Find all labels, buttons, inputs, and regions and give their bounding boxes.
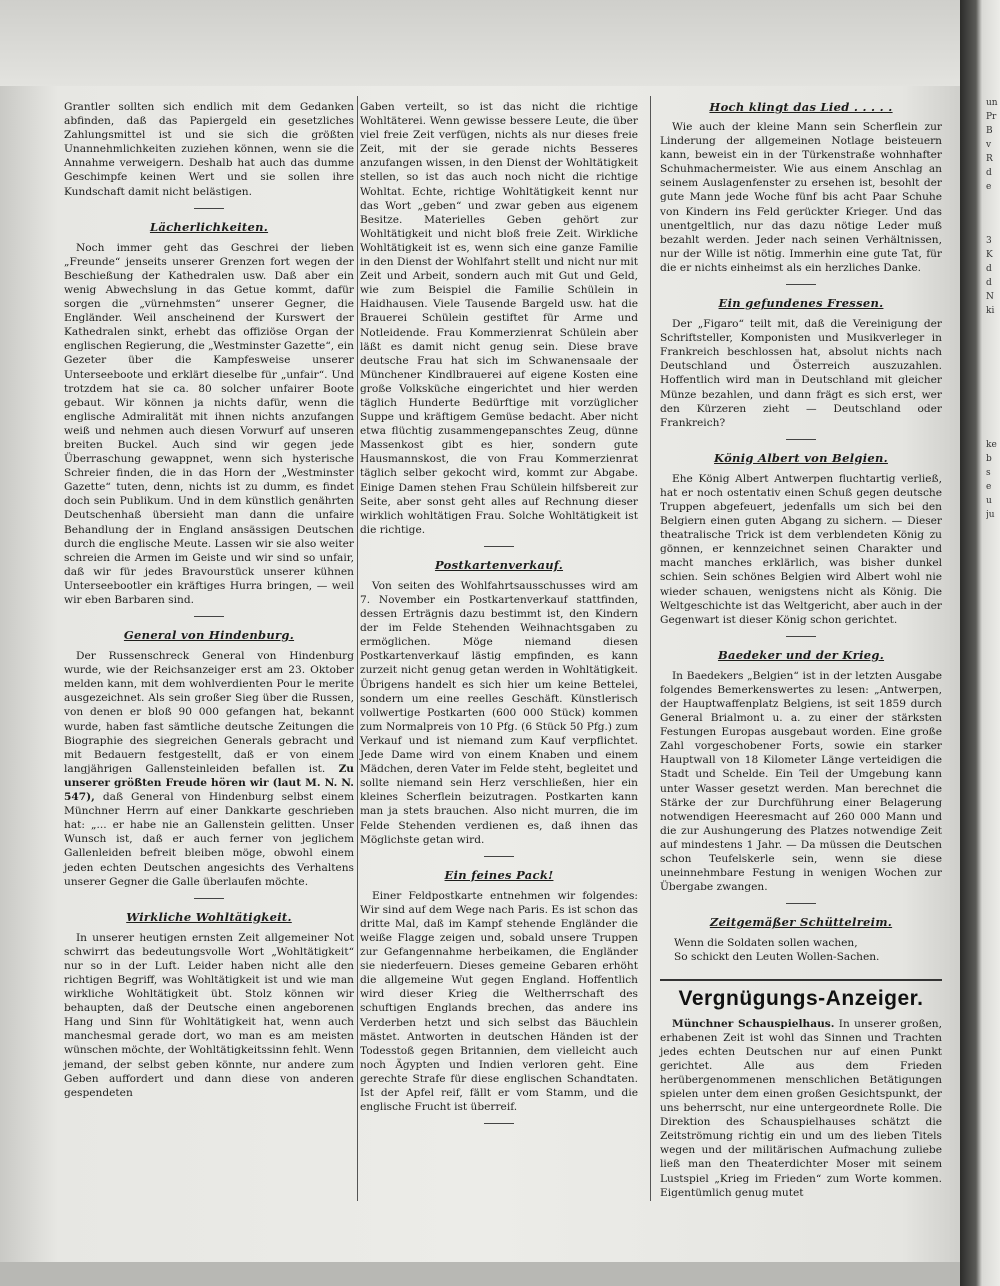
edge-fragment: N xyxy=(986,292,994,302)
article-text xyxy=(660,1017,942,1200)
article-text: Von seiten des Wohlfahrtsausschusses wird am 7. November ein Postkartenverkauf stattfinden, dessen Erträgnis dazu bestimmt ist, den Kindern der im Felde Stehenden Weihnachtsgaben zu ermöglichen. Möge niemand diesen Postkartenverkauf lästig empfinden, es kann zurzeit nicht genug getan werden in Wohltätigkeit. Übrigens handelt es sich hier um keine Bettelei, sondern um eine reelles Geschäft. Künstlerisch vollwertige Postkarten (600 000 Stück) kommen zum Normalpreis von 10 Pfg. (6 Stück 50 Pfg.) zum Verkauf und ist niemand zum Kauf verpflichtet. Jede Dame wird von einem Knaben und einem Mädchen, deren Vater im Felde steht, begleitet und sollte niemand sein Herz verschließen, hier ein kleines Scherflein beizutragen. Postkarten kann man ja stets brauchen. Also nicht murren, die im Felde Stehenden verdienen es, daß ihnen das Möglichste getan wird. xyxy=(360,579,638,846)
article-text: In unserer heutigen ernsten Zeit allgemeiner Not schwirrt das bedeutungsvolle Wort „Wohltätigkeit“ nur so in der Luft. Leider haben nicht alle den richtigen Begriff, was Wohltätigkeit ist und wie man wirkliche Wohltätigkeit übt. Stolz können wir behaupten, daß der Deutsche einen angeborenen Hang und Sinn für Wohltätigkeit hat, wenn auch manchesmal gerade dort, wo man es am meisten wünschen möchte, der Wohltätigkeitssinn fehlt. Wenn jemand, der selbst geben könnte, nur andere zum Geben auffordert und dann diese von anderen gespendeten xyxy=(64,931,354,1099)
edge-fragment: b xyxy=(986,454,992,464)
edge-fragment: un xyxy=(986,98,998,108)
article-text: Ehe König Albert Antwerpen fluchtartig verließ, hat er noch ostentativ einen Schuß gegen deutsche Truppen abgefeuert, jedenfalls um sich bei den Belgiern einen guten Abgang zu sichern. — Dieser theatralische Trick ist dem verblendeten König zu gönnen, er kennzeichnet seinen Charakter und macht manches erklärlich, was bisher dunkel schien. Sein schönes Belgien wird Albert wohl nie wieder schauen, wenigstens nicht als König. Die Weltgeschichte ist das Weltgericht, aber auch in der Gegenwart ist dieser König schon gerichtet. xyxy=(660,472,942,626)
article-heading: König Albert von Belgien. xyxy=(714,450,888,465)
article-heading: Ein gefundenes Fressen. xyxy=(718,296,884,311)
separator xyxy=(786,903,816,904)
article-text: In Baedekers „Belgien“ ist in der letzten Ausgabe folgendes Bemerkenswertes zu lesen: „Antwerpen, der Hauptwaffenplatz Belgiens, ist seit 1859 durch General Brialmont u. a. zu einer der stärksten Festungen Europas ausgebaut worden. Eine große Zahl vorgeschobener Forts, sowie ein starker Hauptwall von 18 Kilometer Länge verteidigen die Stadt und Schelde. Ein Teil der Umgebung kann unter Wasser gesetzt werden. Man berechnet die Stärke der zur Durchführung einer Belagerung notwendigen Heeresmacht auf 260 000 Mann und die zur Aushungerung des Platzes notwendige Zeit auf mindestens 1 Jahr. — Da müssen die Deutschen schon Teufelskerle sein, wenn sie diese uneinnehmbare Festung in wenigen Wochen zur Übergabe zwangen. xyxy=(660,669,942,894)
article-text xyxy=(64,649,354,889)
separator xyxy=(786,439,816,440)
article-heading: General von Hindenburg. xyxy=(123,628,295,643)
edge-fragment: u xyxy=(986,496,992,506)
edge-fragment: Pr xyxy=(986,112,997,122)
article-heading: Zeitgemäßer Schüttelreim. xyxy=(709,915,893,930)
edge-fragment: B xyxy=(986,126,993,136)
article-text-part: Der Russenschreck General von Hindenburg wurde, wie der Reichsanzeiger erst am 23. Oktober melden kann, mit dem wohlverdienten Pour le merite ausgezeichnet. Als sein großer Sieg über die Russen, von denen er bloß 90 000 gefangen hat, bekannt wurde, haben fast sämtliche deutsche Zeitungen die Biographie des siegreichen Generals gebracht und mit Bedauern festgestellt, daß er von einem langjährigen Gallensteinleiden befallen ist. xyxy=(64,650,354,775)
article-text: Wie auch der kleine Mann sein Scherflein zur Linderung der allgemeinen Notlage beisteuern kann, beweist ein in der Türkenstraße wohnhafter Schuhmachermeister. Wie aus einem Anschlag an seinem Auslagenfenster zu ersehen ist, besohlt der gute Mann jede Woche fünf bis acht Paar Schuhe von Kindern ins Feld gerückter Krieger. Und das unentgeltlich, nur das dazu nötige Leder muß bezahlt werden. Jeder nach seinen Verhältnissen, nur der Wille ist nötig. Immerhin eine gute Tat, für die er nichts einheimst als ein herzliches Danke. xyxy=(660,121,942,274)
edge-fragment: d xyxy=(986,264,992,274)
article-text: Gaben verteilt, so ist das nicht die richtige Wohltäterei. Wenn gewisse bessere Leute, die über viel freie Zeit verfügen, nichts als nur dieses freie Zeit, mit der sie gerade nichts Besseres anzufangen wissen, in den Dienst der Wohltätigkeit stellen, so ist das auch noch nicht die richtige Wohltat. Echte, richtige Wohltätigkeit kennt nur das Wort „geben“ und zwar geben aus eigenem Besitze. Materielles Geben gehört zur Wohltätigkeit und nicht bloß freie Zeit. Wirkliche Wohltätigkeit ist es, wenn sich eine ganze Familie in den Dienst der Wohlfahrt stellt und nicht nur mit Zeit und Arbeit, sondern auch mit Gut und Geld, wie zum Beispiel die Familie Schülein in Haidhausen. Viele Tausende Bargeld usw. hat die Brauerei Schülein gestiftet für Arme und Notleidende. Frau Kommerzienrat Schülein aber läßt es damit nicht genug sein. Diese brave deutsche Frau hat sich im Schwanensaale der Münchener Kindlbrauerei auf eigene Kosten eine große Volksküche eingerichtet und hier werden täglich Hunderte Bedürftige mit vorzüglicher Suppe und kräftigem Gemüse bedacht. Aber nicht etwa flüchtig zusammengepanschtes Zeug, dünne Massenkost gibt es hier, sondern gute Hausmannskost, die von Frau Kommerzienrat täglich selber gekocht wird, kommt zur Abgabe. Einige Damen stehen Frau Schülein hilfsbereit zur Seite, aber sonst geht alles auf Rechnung dieser wirklich wohltätigen Frau. Solche Wohltätigkeit ist die richtige. xyxy=(360,101,638,536)
rhyme-line: Wenn die Soldaten sollen wachen, xyxy=(674,937,858,950)
article-heading: Ein feines Pack! xyxy=(444,867,554,882)
separator xyxy=(786,636,816,637)
edge-fragment: s xyxy=(986,468,991,478)
article-text-part: daß General von Hindenburg selbst einem Münchner Herrn auf einer Dankkarte geschrieben hat: „... er habe nie an Gallenstein gelitten. Unser Wunsch ist, daß er auch ferner von jeglichem Gallenleiden befreit bleiben möge, obwohl einem jeden echten Deutschen angesichts des Verhaltens unserer Gegner die Galle überlaufen möchte. xyxy=(64,791,354,888)
column-2 xyxy=(360,100,638,1124)
article-text: Noch immer geht das Geschrei der lieben „Freunde“ jenseits unserer Grenzen fort wegen der Beschießung der Kathedralen usw. Daß aber ein wenig Abwechslung in das Getue kommt, dafür sorgen die „vürnehmsten“ unserer Gegner, die Engländer. Weil anscheinend der Kurswert der Kathedralen sinkt, erhebt das offiziöse Organ der englischen Regierung, die „Westminster Gazette“, ein Gezeter über die Kampfesweise unserer Unterseeboote und erklärt dieselbe für „unfair“. Und trotzdem hat sie ca. 80 solcher unfairer Boote gebaut. Wir können ja nichts dafür, wenn die englische Admiralität mit ihnen nichts anzufangen weiß und nehmen auch diesen Vorwurf auf unseren breiten Buckel. Auch sind wir gegen jede Überraschung gewappnet, wenn sich hysterische Schreier finden, die in das Horn der „Westminster Gazette“ tuten, denn, nichts ist zu dumm, es findet doch sein Publikum. Und in dem künstlich genährten Deutschenhaß übersieht man dann die unfaire Behandlung der in England ansässigen Deutschen durch die englische Meute. Lassen wir sie also weiter schreien die Armen im Geiste und wir sind so unfair, daß wir für jedes Bravourstück unserer kühnen Unterseebootler ein kräftiges Hurra bringen, — weil wir eben Barbaren sind. xyxy=(64,241,354,606)
rhyme-line: So schickt den Leuten Wollen-Sachen. xyxy=(674,951,880,964)
separator xyxy=(484,856,514,857)
column-3 xyxy=(660,100,942,1200)
column-rule xyxy=(357,96,358,1201)
edge-fragment: d xyxy=(986,168,992,178)
separator xyxy=(484,546,514,547)
section-banner: Vergnügungs-Anzeiger. xyxy=(660,979,942,1011)
edge-fragment: e xyxy=(986,182,992,192)
edge-fragment: ju xyxy=(986,510,995,520)
edge-fragment: e xyxy=(986,482,992,492)
edge-fragment: R xyxy=(986,154,993,164)
article-text-part: In unserer großen, erhabenen Zeit ist wohl das Sinnen und Trachten jedes echten Deutschen nur auf einen Punkt gerichtet. Alle aus dem Frieden herübergenommenen menschlichen Betätigungen spielen unter dem einen großen Gesichtspunkt, der uns beherrscht, nur eine untergeordnete Rolle. Die Direktion des Schauspielhauses schätzt die Zeitströmung richtig ein und um des lieben Titels wegen und der militärischen Aufmachung zuliebe ließ man den Theaterdichter Moser mit seinem Lustspiel „Krieg im Frieden“ zum Worte kommen. Eigentümlich genug mutet xyxy=(660,1017,943,1199)
article-text: Grantler sollten sich endlich mit dem Gedanken abfinden, daß das Papiergeld ein gesetzliches Zahlungsmittel ist und sie sich die größten Unannehmlichkeiten zuziehen können, wenn sie die Annahme verweigern. Deshalb hat auch das dumme Geschimpfe keinen Wert und sie sollen ihre Kundschaft damit nicht belästigen. xyxy=(64,101,354,198)
edge-fragment: v xyxy=(986,140,992,150)
article-heading: Lächerlichkeiten. xyxy=(149,219,269,234)
edge-fragment: d xyxy=(986,278,992,288)
edge-fragment: ki xyxy=(986,306,995,316)
column-1 xyxy=(64,100,354,1100)
separator xyxy=(194,898,224,899)
separator xyxy=(484,1123,514,1124)
article-text-bold: Zu unserer größten Freude hören wir (laut M. N. N. 547), xyxy=(64,762,354,804)
article-heading: Hoch klingt das Lied . . . . . xyxy=(709,100,893,114)
edge-fragment: 3 xyxy=(986,236,992,246)
edge-fragment: K xyxy=(986,250,993,260)
adjacent-page-edge xyxy=(960,0,1000,1286)
column-rule xyxy=(650,96,651,1201)
article-heading: Wirkliche Wohltätigkeit. xyxy=(126,909,292,924)
article-text: Einer Feldpostkarte entnehmen wir folgendes: Wir sind auf dem Wege nach Paris. Es ist schon das dritte Mal, daß im Kampf stehende Engländer die weiße Flagge zeigen und, sobald unsere Truppen zur Gefangennahme herbeikamen, die Engländer sie niederfeuern. Dieses gemeine Gebaren erhöht die allgemeine Wut gegen England. Hoffentlich wird dieser Krieg die Weltherrschaft des schuftigen Englands brechen, das andere ins Verderben hetzt und sich selbst das Bäuchlein mästet. Antworten in deutschen Händen ist der Todesstoß gegen Britannien, dem vielleicht auch noch Ägypten und Indien verloren geht. Eine gerechte Strafe für diese englischen Schandtaten. Ist der Apfel reif, fällt er vom Stamm, und die englische Frucht ist überreif. xyxy=(360,889,638,1114)
page-bottom-margin xyxy=(0,1262,960,1286)
separator xyxy=(194,616,224,617)
article-text: Der „Figaro“ teilt mit, daß die Vereinigung der Schriftsteller, Komponisten und Musikverleger in Frankreich beschlossen hat, absolut nichts nach Deutschland und Österreich auszuzahlen. Hoffentlich wird man in Deutschland mit gleicher Münze bezahlen, und dann frägt es sich erst, wer den Kürzeren zieht — Deutschland oder Frankreich? xyxy=(660,318,942,429)
article-heading: Postkartenverkauf. xyxy=(434,557,564,572)
article-lead: Münchner Schauspielhaus. xyxy=(672,1017,835,1030)
article-heading: Baedeker und der Krieg. xyxy=(717,647,885,662)
page-top-margin xyxy=(0,0,960,86)
edge-fragment: ke xyxy=(986,440,997,450)
separator xyxy=(194,208,224,209)
separator xyxy=(786,284,816,285)
